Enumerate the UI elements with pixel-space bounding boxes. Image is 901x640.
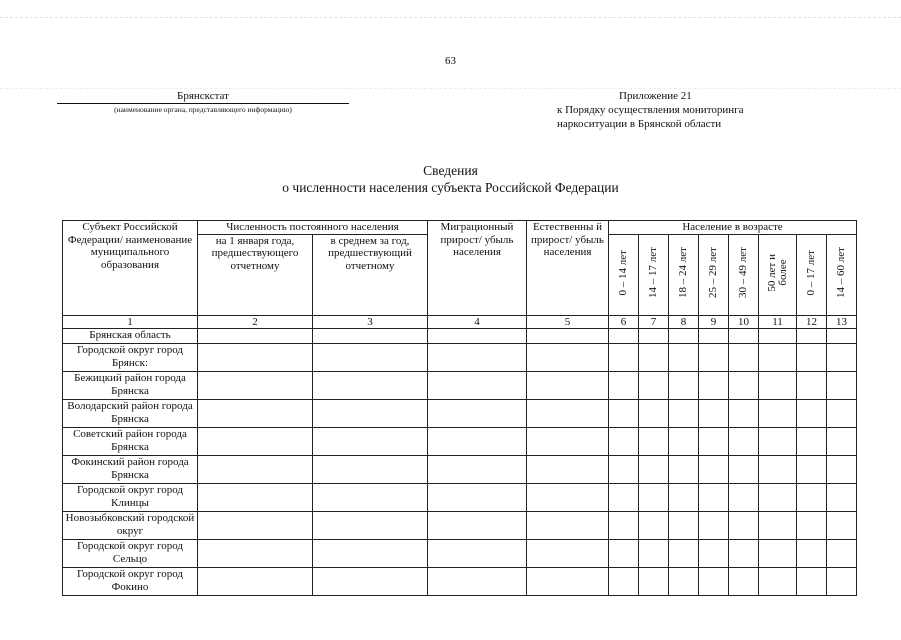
- empty-cell[interactable]: [827, 539, 857, 567]
- empty-cell[interactable]: [527, 567, 609, 595]
- empty-cell[interactable]: [827, 399, 857, 427]
- empty-cell[interactable]: [669, 343, 699, 371]
- empty-cell[interactable]: [639, 567, 669, 595]
- empty-cell[interactable]: [313, 427, 428, 455]
- empty-cell[interactable]: [609, 455, 639, 483]
- empty-cell[interactable]: [699, 328, 729, 343]
- header-age: [609, 234, 639, 315]
- empty-cell[interactable]: [699, 567, 729, 595]
- document-title: [0, 162, 901, 196]
- header-age-label: 30 – 49 лет: [737, 247, 749, 299]
- empty-cell[interactable]: [527, 328, 609, 343]
- column-number: 10: [729, 315, 759, 328]
- empty-cell[interactable]: [797, 328, 827, 343]
- table-row: [63, 343, 857, 371]
- organization-caption: (наименование органа, представляющего информацию): [114, 105, 292, 114]
- header-jan1: на 1 января года, предшествующего отчетному: [198, 234, 313, 315]
- row-label: Городской округ город Фокино: [63, 567, 198, 595]
- empty-cell[interactable]: [313, 455, 428, 483]
- empty-cell[interactable]: [428, 427, 527, 455]
- header-subject: Субъект Российской Федерации/ наименование муниципального образования: [63, 221, 198, 316]
- empty-cell[interactable]: [797, 511, 827, 539]
- header-age: [759, 234, 797, 315]
- table-row: [63, 511, 857, 539]
- column-number: 9: [699, 315, 729, 328]
- empty-cell[interactable]: [797, 427, 827, 455]
- empty-cell[interactable]: [729, 455, 759, 483]
- empty-cell[interactable]: [827, 371, 857, 399]
- empty-cell[interactable]: [827, 567, 857, 595]
- document-title-line: Сведения: [423, 163, 478, 178]
- header-age-label: 50 лет и более: [765, 253, 789, 292]
- empty-cell[interactable]: [609, 399, 639, 427]
- empty-cell[interactable]: [313, 399, 428, 427]
- empty-cell[interactable]: [527, 343, 609, 371]
- table-row: [63, 483, 857, 511]
- empty-cell[interactable]: [428, 539, 527, 567]
- empty-cell[interactable]: [669, 483, 699, 511]
- table-row: [63, 427, 857, 455]
- column-number: 13: [827, 315, 857, 328]
- table-row: [63, 371, 857, 399]
- row-label: Бежицкий район города Брянска: [63, 371, 198, 399]
- empty-cell[interactable]: [669, 371, 699, 399]
- header-permanent-population: Численность постоянного населения: [198, 221, 428, 235]
- row-label: Фокинский район города Брянска: [63, 455, 198, 483]
- table-row: [63, 567, 857, 595]
- empty-cell[interactable]: [527, 399, 609, 427]
- organization-block: [57, 90, 349, 114]
- column-number-row: [63, 315, 857, 328]
- empty-cell[interactable]: [669, 511, 699, 539]
- empty-cell[interactable]: [699, 343, 729, 371]
- empty-cell[interactable]: [639, 343, 669, 371]
- column-number: 6: [609, 315, 639, 328]
- empty-cell[interactable]: [699, 511, 729, 539]
- empty-cell[interactable]: [313, 371, 428, 399]
- empty-cell[interactable]: [198, 483, 313, 511]
- empty-cell[interactable]: [428, 511, 527, 539]
- empty-cell[interactable]: [759, 511, 797, 539]
- empty-cell[interactable]: [729, 371, 759, 399]
- row-label: Володарский район города Брянска: [63, 399, 198, 427]
- empty-cell[interactable]: [639, 427, 669, 455]
- header-age-label: 14 – 17 лет: [647, 247, 659, 299]
- empty-cell[interactable]: [313, 511, 428, 539]
- row-label: Новозыбковский городской округ: [63, 511, 198, 539]
- empty-cell[interactable]: [797, 343, 827, 371]
- empty-cell[interactable]: [729, 511, 759, 539]
- empty-cell[interactable]: [609, 343, 639, 371]
- empty-cell[interactable]: [527, 371, 609, 399]
- empty-cell[interactable]: [759, 567, 797, 595]
- column-number: 3: [313, 315, 428, 328]
- row-label: Брянская область: [63, 328, 198, 343]
- row-label: Городской округ город Брянск:: [63, 343, 198, 371]
- empty-cell[interactable]: [609, 567, 639, 595]
- empty-cell[interactable]: [699, 371, 729, 399]
- empty-cell[interactable]: [729, 483, 759, 511]
- empty-cell[interactable]: [699, 427, 729, 455]
- column-number: 5: [527, 315, 609, 328]
- empty-cell[interactable]: [797, 455, 827, 483]
- empty-cell[interactable]: [198, 539, 313, 567]
- empty-cell[interactable]: [428, 343, 527, 371]
- empty-cell[interactable]: [527, 427, 609, 455]
- empty-cell[interactable]: [669, 567, 699, 595]
- empty-cell[interactable]: [827, 483, 857, 511]
- row-label: Городской округ город Клинцы: [63, 483, 198, 511]
- appendix-block: [557, 89, 817, 131]
- empty-cell[interactable]: [198, 427, 313, 455]
- empty-cell[interactable]: [609, 511, 639, 539]
- empty-cell[interactable]: [699, 539, 729, 567]
- table-row: [63, 328, 857, 343]
- empty-cell[interactable]: [527, 483, 609, 511]
- empty-cell[interactable]: [759, 399, 797, 427]
- empty-cell[interactable]: [428, 371, 527, 399]
- empty-cell[interactable]: [313, 343, 428, 371]
- empty-cell[interactable]: [827, 343, 857, 371]
- empty-cell[interactable]: [198, 328, 313, 343]
- empty-cell[interactable]: [198, 399, 313, 427]
- empty-cell[interactable]: [428, 328, 527, 343]
- header-age-label: 14 – 60 лет: [835, 247, 847, 299]
- empty-cell[interactable]: [428, 455, 527, 483]
- empty-cell[interactable]: [729, 567, 759, 595]
- empty-cell[interactable]: [759, 483, 797, 511]
- empty-cell[interactable]: [729, 399, 759, 427]
- empty-cell[interactable]: [639, 399, 669, 427]
- row-label: Советский район города Брянска: [63, 427, 198, 455]
- empty-cell[interactable]: [198, 343, 313, 371]
- empty-cell[interactable]: [639, 539, 669, 567]
- header-migration: Миграционный прирост/ убыль населения: [428, 221, 527, 316]
- empty-cell[interactable]: [669, 455, 699, 483]
- table-row: [63, 399, 857, 427]
- appendix-line: к Порядку осуществления мониторинга: [557, 104, 744, 116]
- header-age: [669, 234, 699, 315]
- empty-cell[interactable]: [699, 455, 729, 483]
- empty-cell[interactable]: [729, 539, 759, 567]
- header-age: [639, 234, 669, 315]
- empty-cell[interactable]: [639, 455, 669, 483]
- table-row: [63, 539, 857, 567]
- empty-cell[interactable]: [198, 511, 313, 539]
- column-number: 11: [759, 315, 797, 328]
- empty-cell[interactable]: [797, 483, 827, 511]
- column-number: 12: [797, 315, 827, 328]
- empty-cell[interactable]: [669, 427, 699, 455]
- header-age: [797, 234, 827, 315]
- header-age-label: 0 – 14 лет: [617, 250, 629, 296]
- empty-cell[interactable]: [198, 567, 313, 595]
- empty-cell[interactable]: [527, 455, 609, 483]
- appendix-title: Приложение 21: [619, 90, 692, 102]
- empty-cell[interactable]: [729, 328, 759, 343]
- header-age: [827, 234, 857, 315]
- empty-cell[interactable]: [669, 539, 699, 567]
- empty-cell[interactable]: [313, 328, 428, 343]
- empty-cell[interactable]: [639, 328, 669, 343]
- empty-cell[interactable]: [313, 483, 428, 511]
- empty-cell[interactable]: [797, 539, 827, 567]
- empty-cell[interactable]: [527, 539, 609, 567]
- empty-cell[interactable]: [527, 511, 609, 539]
- empty-cell[interactable]: [699, 399, 729, 427]
- empty-cell[interactable]: [729, 427, 759, 455]
- table-row: [63, 455, 857, 483]
- empty-cell[interactable]: [797, 399, 827, 427]
- empty-cell[interactable]: [827, 455, 857, 483]
- column-number: 4: [428, 315, 527, 328]
- empty-cell[interactable]: [827, 511, 857, 539]
- report-table: [62, 220, 857, 596]
- empty-cell[interactable]: [827, 328, 857, 343]
- header-age: [729, 234, 759, 315]
- header-age-label: 0 – 17 лет: [805, 250, 817, 296]
- scan-artifact-line: [0, 17, 901, 18]
- empty-cell[interactable]: [729, 343, 759, 371]
- header-age-label: 25 – 29 лет: [707, 247, 719, 299]
- empty-cell[interactable]: [198, 455, 313, 483]
- empty-cell[interactable]: [609, 483, 639, 511]
- empty-cell[interactable]: [759, 328, 797, 343]
- organization-name: Брянскстат: [57, 90, 349, 104]
- empty-cell[interactable]: [639, 371, 669, 399]
- empty-cell[interactable]: [313, 539, 428, 567]
- empty-cell[interactable]: [313, 567, 428, 595]
- column-number: 8: [669, 315, 699, 328]
- empty-cell[interactable]: [428, 567, 527, 595]
- header-age-label: 18 – 24 лет: [677, 247, 689, 299]
- empty-cell[interactable]: [609, 371, 639, 399]
- empty-cell[interactable]: [428, 483, 527, 511]
- appendix-line: наркоситуации в Брянской области: [557, 118, 722, 130]
- header-population-by-age: Население в возрасте: [609, 221, 857, 235]
- column-number: 2: [198, 315, 313, 328]
- empty-cell[interactable]: [639, 511, 669, 539]
- empty-cell[interactable]: [669, 399, 699, 427]
- empty-cell[interactable]: [428, 399, 527, 427]
- column-number: 7: [639, 315, 669, 328]
- empty-cell[interactable]: [759, 371, 797, 399]
- header-avg: в среднем за год, предшествующий отчетному: [313, 234, 428, 315]
- empty-cell[interactable]: [639, 483, 669, 511]
- row-label: Городской округ город Сельцо: [63, 539, 198, 567]
- header-age: [699, 234, 729, 315]
- empty-cell[interactable]: [797, 371, 827, 399]
- empty-cell[interactable]: [609, 539, 639, 567]
- page-number: 63: [445, 55, 456, 67]
- empty-cell[interactable]: [827, 427, 857, 455]
- empty-cell[interactable]: [797, 567, 827, 595]
- empty-cell[interactable]: [759, 455, 797, 483]
- empty-cell[interactable]: [669, 328, 699, 343]
- empty-cell[interactable]: [609, 427, 639, 455]
- document-title-line: о численности населения субъекта Российской Федерации: [282, 180, 619, 195]
- header-natural: Естественны й прирост/ убыль населения: [527, 221, 609, 316]
- empty-cell[interactable]: [609, 328, 639, 343]
- empty-cell[interactable]: [759, 539, 797, 567]
- empty-cell[interactable]: [699, 483, 729, 511]
- empty-cell[interactable]: [759, 427, 797, 455]
- empty-cell[interactable]: [759, 343, 797, 371]
- empty-cell[interactable]: [198, 371, 313, 399]
- column-number: 1: [63, 315, 198, 328]
